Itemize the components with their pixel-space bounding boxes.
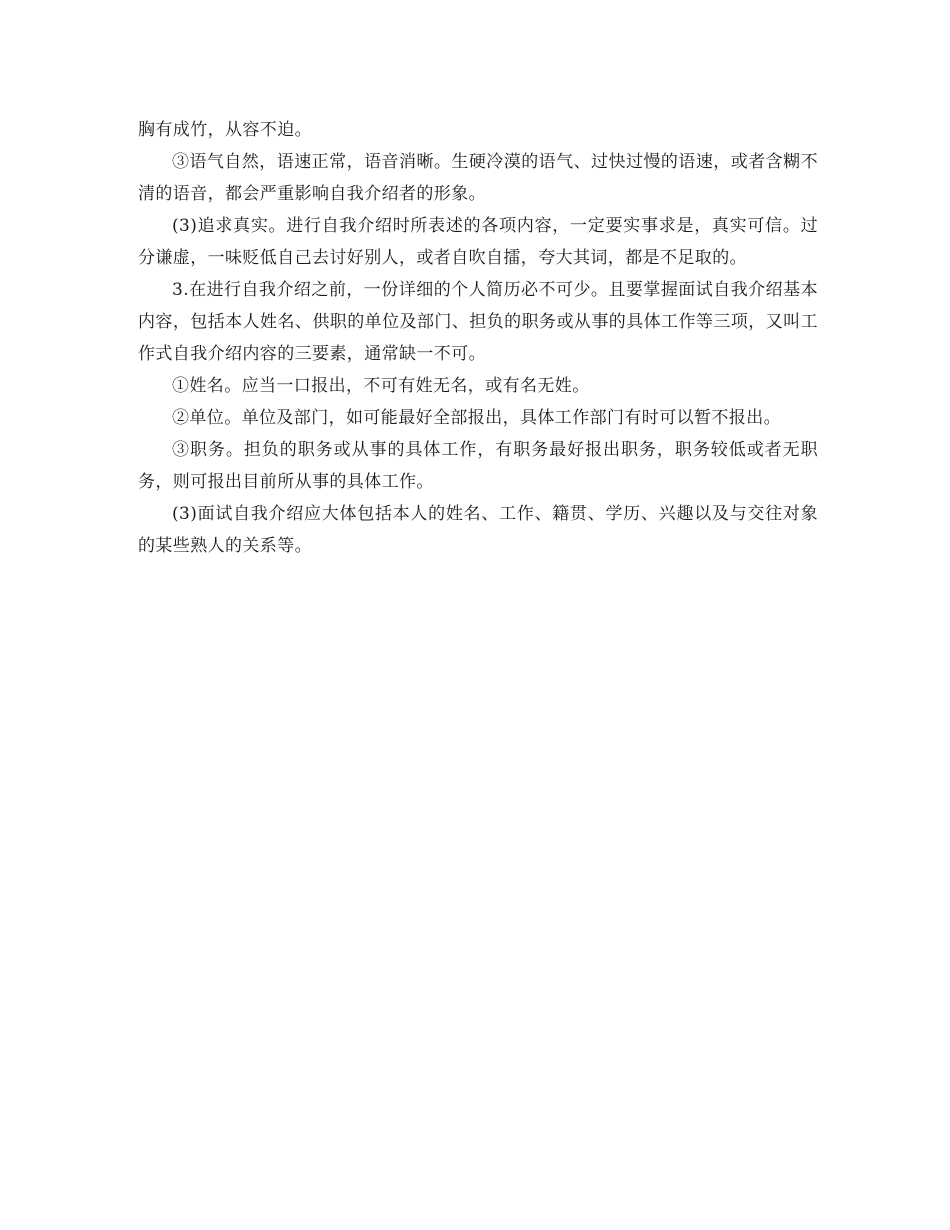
paragraph-pursue-truth: (3)追求真实。进行自我介绍时所表述的各项内容，一定要实事求是，真实可信。过分谦虚，一味贬低自己去讨好别人，或者自吹自擂，夸大其词，都是不足取的。 bbox=[138, 216, 818, 268]
paragraph-continuation: 胸有成竹，从容不迫。 bbox=[138, 120, 312, 140]
document-body bbox=[138, 114, 818, 562]
paragraph-name-item: ①姓名。应当一口报出，不可有姓无名，或有名无姓。 bbox=[172, 376, 590, 396]
paragraph-tone-of-voice: ③语气自然，语速正常，语音消晰。生硬冷漠的语气、过快过慢的语速，或者含糊不清的语音，都会严重影响自我介绍者的形象。 bbox=[138, 152, 818, 204]
paragraph-position-item: ③职务。担负的职务或从事的具体工作，有职务最好报出职务，职务较低或者无职务，则可报出目前所从事的具体工作。 bbox=[138, 440, 818, 492]
paragraph-unit-item: ②单位。单位及部门，如可能最好全部报出，具体工作部门有时可以暂不报出。 bbox=[172, 408, 781, 428]
paragraph-resume-basics: 3.在进行自我介绍之前，一份详细的个人简历必不可少。且要掌握面试自我介绍基本内容，包括本人姓名、供职的单位及部门、担负的职务或从事的具体工作等三项，又叫工作式自我介绍内容的三要素，通常缺一不可。 bbox=[138, 280, 818, 364]
paragraph-interview-content: (3)面试自我介绍应大体包括本人的姓名、工作、籍贯、学历、兴趣以及与交往对象的某些熟人的关系等。 bbox=[138, 504, 818, 556]
